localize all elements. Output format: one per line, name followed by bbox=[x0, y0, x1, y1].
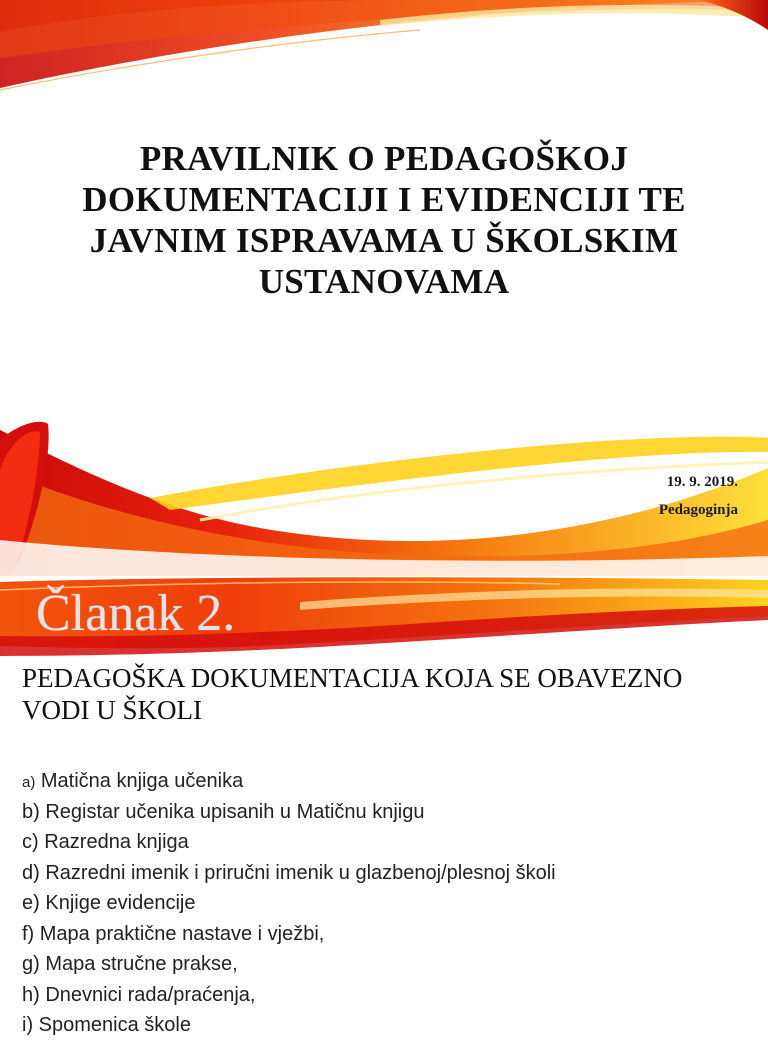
list-item bbox=[22, 827, 556, 858]
slide-title: PRAVILNIK O PEDAGOŠKOJ DOKUMENTACIJI I EVIDENCIJI TE JAVNIM ISPRAVAMA U ŠKOLSKIM USTANOVAMA bbox=[82, 139, 686, 301]
article-heading: Članak 2. bbox=[36, 585, 236, 642]
list-marker: h) bbox=[22, 983, 40, 1006]
content-slide bbox=[0, 576, 768, 1036]
list-marker: i) bbox=[22, 1014, 34, 1036]
list-item-text: Matična knjiga učenika bbox=[35, 770, 244, 792]
list-item-text: Mapa praktične nastave i vježbi, bbox=[34, 922, 325, 945]
list-marker: b) bbox=[22, 800, 40, 823]
list-marker: a) bbox=[22, 774, 36, 791]
section-subheading: PEDAGOŠKA DOKUMENTACIJA KOJA SE OBAVEZNO VODI U ŠKOLI bbox=[22, 663, 683, 725]
list-marker: c) bbox=[22, 831, 39, 853]
list-item bbox=[22, 980, 556, 1011]
list-item bbox=[22, 1010, 556, 1041]
list-item bbox=[22, 888, 556, 919]
list-item-text: Spomenica škole bbox=[33, 1014, 191, 1036]
list-marker: d) bbox=[22, 861, 40, 884]
list-item bbox=[22, 949, 556, 980]
slide-date: 19. 9. 2019. bbox=[666, 474, 738, 490]
list-item bbox=[22, 919, 556, 950]
list-item-text: Registar učenika upisanih u Matičnu knjigu bbox=[39, 800, 425, 823]
slide-author: Pedagoginja bbox=[658, 502, 738, 518]
list-item-text: Razredni imenik i priručni imenik u glazbenoj/plesnoj školi bbox=[39, 861, 556, 884]
list-marker: g) bbox=[22, 953, 40, 975]
documentation-list bbox=[22, 766, 556, 1041]
list-item-text: Mapa stručne prakse, bbox=[39, 953, 238, 975]
list-marker: f) bbox=[22, 922, 35, 945]
list-item-text: Dnevnici rada/praćenja, bbox=[39, 983, 256, 1006]
list-marker: e) bbox=[22, 892, 40, 914]
list-item bbox=[22, 766, 556, 797]
list-item-text: Razredna knjiga bbox=[38, 831, 189, 853]
list-item bbox=[22, 797, 556, 828]
list-item-text: Knjige evidencije bbox=[39, 892, 196, 914]
list-item bbox=[22, 858, 556, 889]
